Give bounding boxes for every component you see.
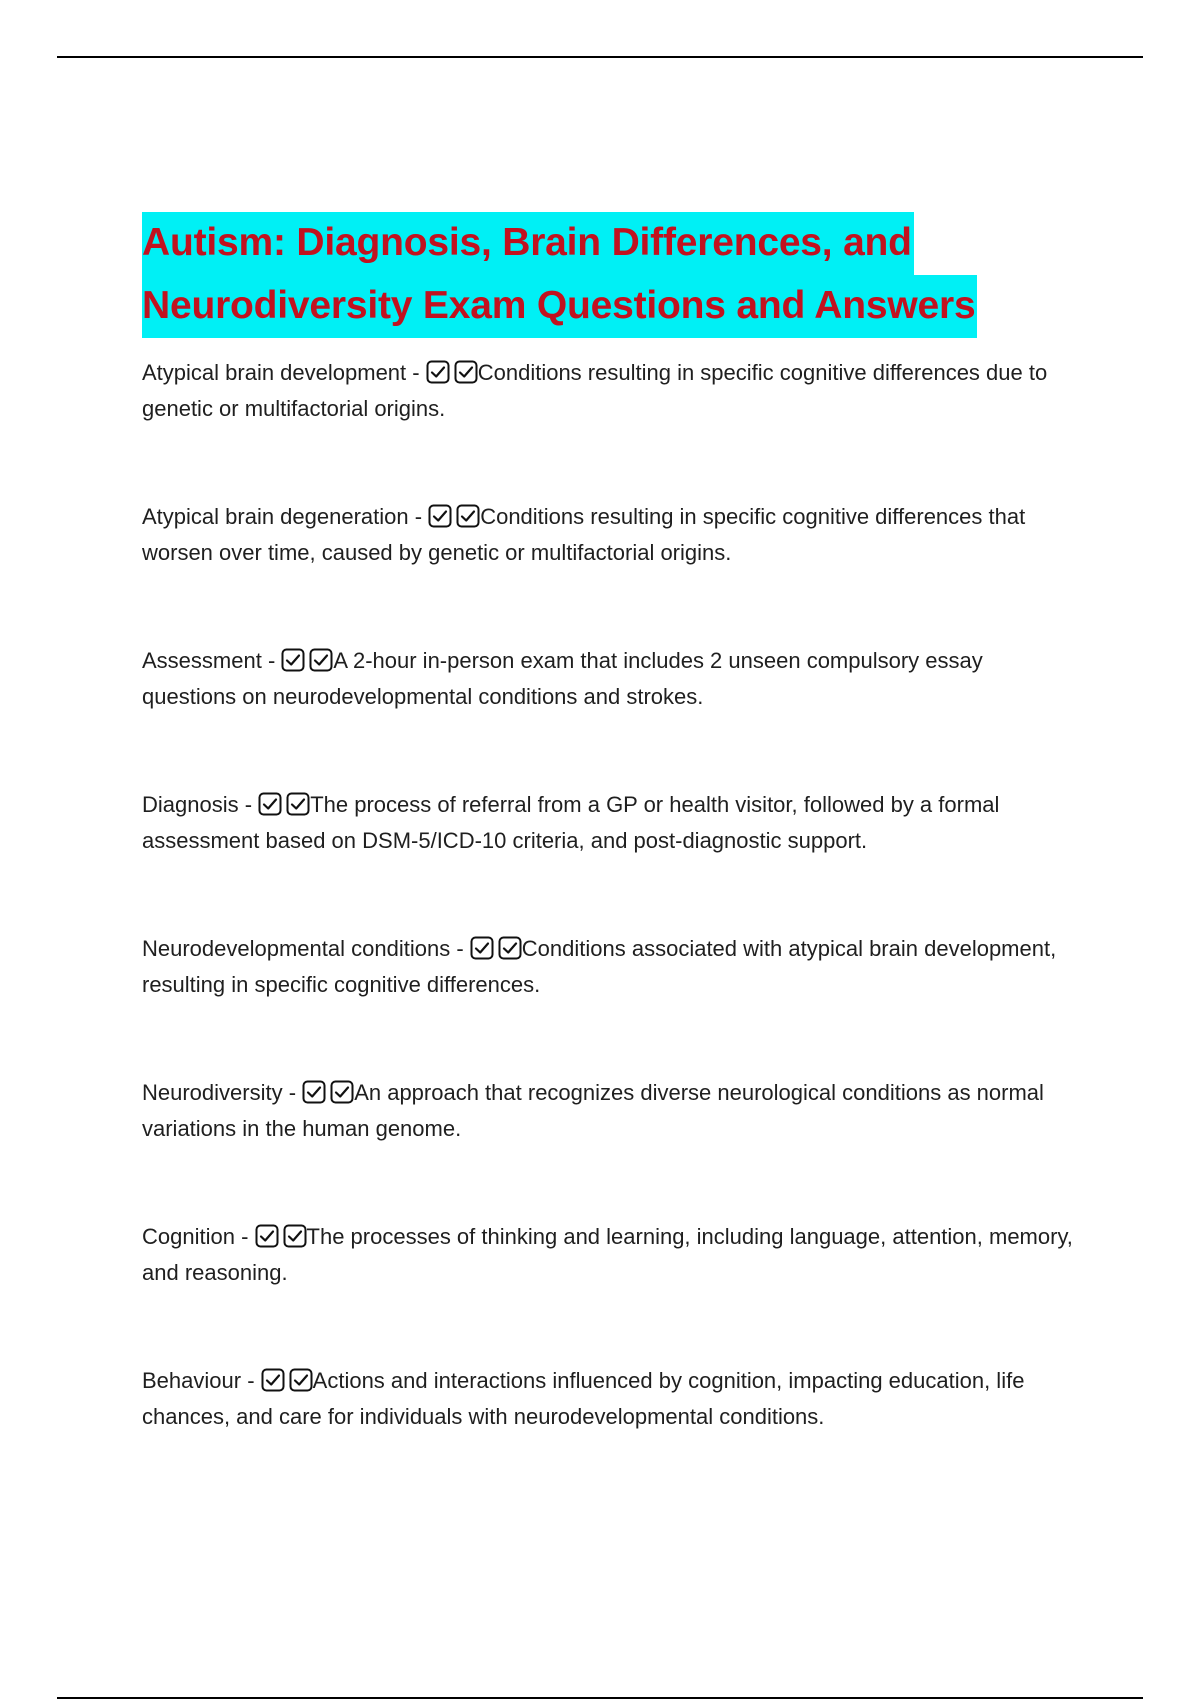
qa-definition: The process of referral from a GP or health visitor, followed by a formal assessment based on DSM-5/ICD-10 criteria, and post-diagnostic support.	[142, 792, 1000, 853]
qa-separator: -	[267, 648, 276, 673]
page-top-rule	[57, 56, 1143, 58]
qa-term: Assessment	[142, 648, 262, 673]
checkbox-checked-icon	[309, 648, 333, 672]
qa-term: Neurodevelopmental conditions	[142, 936, 451, 961]
checkbox-checked-icon	[428, 504, 452, 528]
qa-separator: -	[412, 360, 420, 385]
qa-item	[142, 1075, 1082, 1219]
qa-term: Cognition	[142, 1224, 235, 1249]
qa-item	[142, 643, 1082, 787]
qa-term: Atypical brain development	[142, 360, 407, 385]
qa-term: Atypical brain degeneration	[142, 504, 409, 529]
qa-separator: -	[244, 792, 253, 817]
qa-list	[142, 355, 1082, 1507]
checkbox-checked-icon	[258, 792, 282, 816]
qa-item	[142, 1363, 1082, 1507]
qa-definition: A 2-hour in-person exam that includes 2 unseen compulsory essay questions on neurodevelopmental conditions and strokes.	[142, 648, 983, 709]
checkbox-checked-icon	[470, 936, 494, 960]
checkbox-checked-icon	[261, 1368, 285, 1392]
qa-separator: -	[288, 1080, 297, 1105]
qa-separator: -	[456, 936, 464, 961]
checkbox-checked-icon	[456, 504, 480, 528]
checkbox-checked-icon	[498, 936, 522, 960]
checkbox-checked-icon	[255, 1224, 279, 1248]
qa-item	[142, 931, 1082, 1075]
qa-definition: The processes of thinking and learning, including language, attention, memory, and reasoning.	[142, 1224, 1073, 1285]
qa-separator: -	[247, 1368, 255, 1393]
qa-separator: -	[414, 504, 423, 529]
checkbox-checked-icon	[302, 1080, 326, 1104]
checkbox-checked-icon	[281, 648, 305, 672]
qa-item	[142, 355, 1082, 499]
checkbox-checked-icon	[289, 1368, 313, 1392]
qa-item	[142, 787, 1082, 931]
checkbox-checked-icon	[283, 1224, 307, 1248]
qa-term: Neurodiversity	[142, 1080, 283, 1105]
checkbox-checked-icon	[454, 360, 478, 384]
qa-item	[142, 1219, 1082, 1363]
qa-item	[142, 499, 1082, 643]
qa-separator: -	[241, 1224, 249, 1249]
document-title-line-1: Autism: Diagnosis, Brain Differences, and	[142, 212, 914, 275]
qa-definition: An approach that recognizes diverse neurological conditions as normal variations in the human genome.	[142, 1080, 1044, 1141]
qa-term: Diagnosis	[142, 792, 239, 817]
qa-definition: Conditions resulting in specific cognitive differences due to genetic or multifactorial origins.	[142, 360, 1048, 421]
checkbox-checked-icon	[286, 792, 310, 816]
checkbox-checked-icon	[330, 1080, 354, 1104]
document-title-line-2: Neurodiversity Exam Questions and Answers	[142, 275, 977, 338]
qa-term: Behaviour	[142, 1368, 242, 1393]
qa-definition: Conditions resulting in specific cognitive differences that worsen over time, caused by genetic or multifactorial origins.	[142, 504, 1026, 565]
checkbox-checked-icon	[426, 360, 450, 384]
document-title	[142, 212, 1102, 338]
qa-definition: Actions and interactions influenced by cognition, impacting education, life chances, and care for individuals with neurodevelopmental conditions.	[142, 1368, 1025, 1429]
page-bottom-rule	[57, 1697, 1143, 1699]
qa-definition: Conditions associated with atypical brain development, resulting in specific cognitive differences.	[142, 936, 1057, 997]
